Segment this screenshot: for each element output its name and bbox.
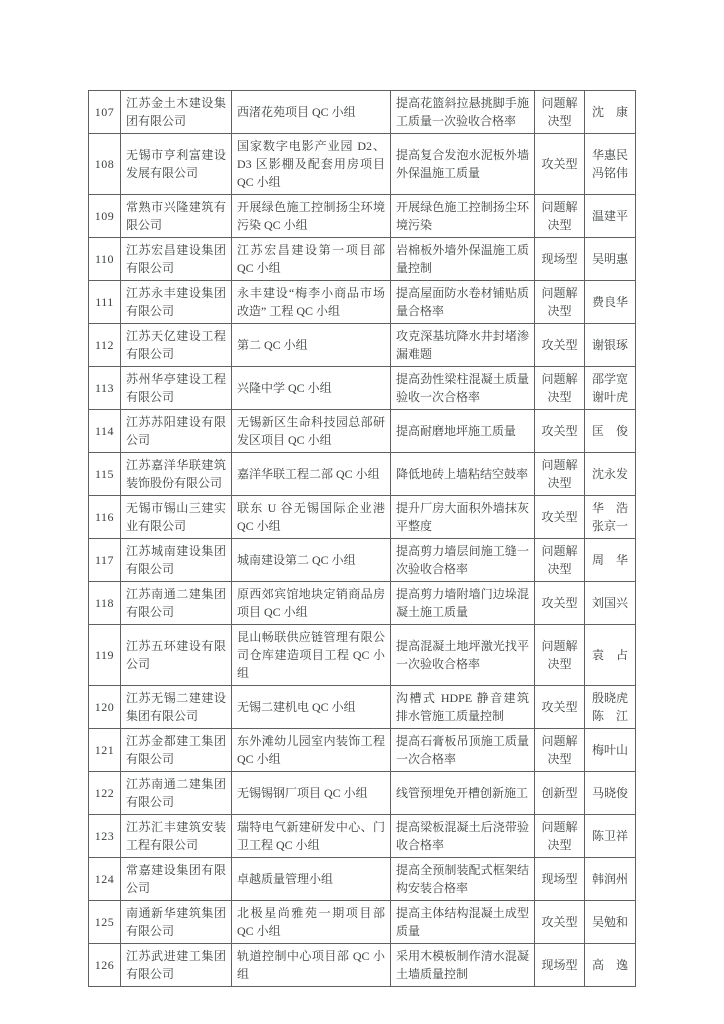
qc-group-name-cell: 嘉洋华联工程二部 QC 小组 (232, 453, 391, 496)
achievement-topic-cell: 开展绿色施工控制扬尘环境污染 (391, 195, 535, 238)
result-type-cell: 问题解决型 (535, 367, 585, 410)
table-row (89, 496, 636, 539)
company-name-cell: 江苏汇丰建筑安装工程有限公司 (121, 815, 232, 858)
member-names-cell: 梅叶山 (585, 729, 636, 772)
achievement-topic-cell: 提高主体结构混凝土成型质量 (391, 901, 535, 944)
table-row (89, 238, 636, 281)
table-row (89, 625, 636, 686)
result-type-cell: 问题解决型 (535, 453, 585, 496)
table-row (89, 539, 636, 582)
achievement-topic-cell: 提高耐磨地坪施工质量 (391, 410, 535, 453)
result-type-cell: 现场型 (535, 238, 585, 281)
qc-group-name-cell: 永丰建设“梅李小商品市场改造” 工程 QC 小组 (232, 281, 391, 324)
company-name-cell: 江苏宏昌建设集团有限公司 (121, 238, 232, 281)
achievement-topic-cell: 提高石膏板吊顶施工质量一次合格率 (391, 729, 535, 772)
row-number-cell: 118 (89, 582, 121, 625)
qc-group-name-cell: 瑞特电气新建研发中心、门卫工程 QC 小组 (232, 815, 391, 858)
result-type-cell: 问题解决型 (535, 91, 585, 134)
row-number-cell: 110 (89, 238, 121, 281)
company-name-cell: 常嘉建设集团有限公司 (121, 858, 232, 901)
achievement-topic-cell: 提高剪力墙层间施工缝一次验收合格率 (391, 539, 535, 582)
qc-group-name-cell: 东外滩幼儿园室内装饰工程 QC 小组 (232, 729, 391, 772)
row-number-cell: 123 (89, 815, 121, 858)
table-row (89, 91, 636, 134)
qc-group-name-cell: 北极星尚雅苑一期项目部 QC 小组 (232, 901, 391, 944)
result-type-cell: 现场型 (535, 944, 585, 987)
row-number-cell: 113 (89, 367, 121, 410)
member-names-cell: 谢银琢 (585, 324, 636, 367)
result-type-cell: 攻关型 (535, 134, 585, 195)
row-number-cell: 109 (89, 195, 121, 238)
result-type-cell: 攻关型 (535, 901, 585, 944)
result-type-cell: 创新型 (535, 772, 585, 815)
table-row (89, 324, 636, 367)
qc-table-body (89, 91, 636, 987)
row-number-cell: 124 (89, 858, 121, 901)
achievement-topic-cell: 提高劲性梁柱混凝土质量验收一次合格率 (391, 367, 535, 410)
qc-group-name-cell: 兴隆中学 QC 小组 (232, 367, 391, 410)
company-name-cell: 江苏天亿建设工程有限公司 (121, 324, 232, 367)
member-names-cell: 马晓俊 (585, 772, 636, 815)
result-type-cell: 攻关型 (535, 410, 585, 453)
qc-group-name-cell: 国家数字电影产业园 D2、D3 区影棚及配套用房项目 QC 小组 (232, 134, 391, 195)
company-name-cell: 江苏五环建设有限公司 (121, 625, 232, 686)
member-names-cell: 沈 康 (585, 91, 636, 134)
row-number-cell: 116 (89, 496, 121, 539)
member-names-cell: 刘国兴 (585, 582, 636, 625)
achievement-topic-cell: 提高梁板混凝土后浇带验收合格率 (391, 815, 535, 858)
company-name-cell: 江苏武进建工集团有限公司 (121, 944, 232, 987)
row-number-cell: 112 (89, 324, 121, 367)
row-number-cell: 111 (89, 281, 121, 324)
achievement-topic-cell: 岩棉板外墙外保温施工质量控制 (391, 238, 535, 281)
company-name-cell: 江苏无锡二建建设集团有限公司 (121, 686, 232, 729)
table-row (89, 367, 636, 410)
achievement-topic-cell: 攻克深基坑降水井封堵渗漏难题 (391, 324, 535, 367)
result-type-cell: 攻关型 (535, 582, 585, 625)
table-row (89, 729, 636, 772)
table-row (89, 944, 636, 987)
company-name-cell: 江苏金都建工集团有限公司 (121, 729, 232, 772)
row-number-cell: 108 (89, 134, 121, 195)
row-number-cell: 115 (89, 453, 121, 496)
qc-award-table-container (88, 90, 635, 987)
company-name-cell: 江苏嘉洋华联建筑装饰股份有限公司 (121, 453, 232, 496)
company-name-cell: 江苏金土木建设集团有限公司 (121, 91, 232, 134)
table-row (89, 815, 636, 858)
result-type-cell: 问题解决型 (535, 815, 585, 858)
qc-group-name-cell: 无锡二建机电 QC 小组 (232, 686, 391, 729)
member-names-cell: 袁 占 (585, 625, 636, 686)
table-row (89, 281, 636, 324)
row-number-cell: 114 (89, 410, 121, 453)
achievement-topic-cell: 降低地砖上墙粘结空鼓率 (391, 453, 535, 496)
company-name-cell: 江苏南通二建集团有限公司 (121, 772, 232, 815)
member-names-cell: 韩润州 (585, 858, 636, 901)
achievement-topic-cell: 提高复合发泡水泥板外墙外保温施工质量 (391, 134, 535, 195)
company-name-cell: 南通新华建筑集团有限公司 (121, 901, 232, 944)
company-name-cell: 无锡市锡山三建实业有限公司 (121, 496, 232, 539)
qc-group-name-cell: 轨道控制中心项目部 QC 小组 (232, 944, 391, 987)
qc-group-name-cell: 无锡新区生命科技园总部研发区项目 QC 小组 (232, 410, 391, 453)
qc-group-name-cell: 城南建设第二 QC 小组 (232, 539, 391, 582)
company-name-cell: 江苏南通二建集团有限公司 (121, 582, 232, 625)
qc-group-name-cell: 第二 QC 小组 (232, 324, 391, 367)
achievement-topic-cell: 提升厂房大面积外墙抹灰平整度 (391, 496, 535, 539)
table-row (89, 582, 636, 625)
result-type-cell: 攻关型 (535, 686, 585, 729)
qc-group-name-cell: 开展绿色施工控制扬尘环境污染 QC 小组 (232, 195, 391, 238)
member-names-cell: 吴明惠 (585, 238, 636, 281)
qc-award-table (88, 90, 636, 987)
company-name-cell: 江苏永丰建设集团有限公司 (121, 281, 232, 324)
qc-group-name-cell: 原西郊宾馆地块定销商品房项目 QC 小组 (232, 582, 391, 625)
table-row (89, 686, 636, 729)
company-name-cell: 江苏城南建设集团有限公司 (121, 539, 232, 582)
achievement-topic-cell: 提高屋面防水卷材铺贴质量合格率 (391, 281, 535, 324)
company-name-cell: 无锡市亨利富建设发展有限公司 (121, 134, 232, 195)
table-row (89, 410, 636, 453)
company-name-cell: 苏州华亭建设工程有限公司 (121, 367, 232, 410)
member-names-cell: 殷晓虎 陈 江 (585, 686, 636, 729)
member-names-cell: 沈永发 (585, 453, 636, 496)
result-type-cell: 现场型 (535, 858, 585, 901)
result-type-cell: 问题解决型 (535, 625, 585, 686)
achievement-topic-cell: 提高花篮斜拉悬挑脚手施工质量一次验收合格率 (391, 91, 535, 134)
table-row (89, 453, 636, 496)
row-number-cell: 119 (89, 625, 121, 686)
qc-group-name-cell: 无锡锡钢厂项目 QC 小组 (232, 772, 391, 815)
table-row (89, 901, 636, 944)
achievement-topic-cell: 线管预埋免开槽创新施工 (391, 772, 535, 815)
row-number-cell: 122 (89, 772, 121, 815)
qc-group-name-cell: 江苏宏昌建设第一项目部 QC 小组 (232, 238, 391, 281)
member-names-cell: 陈卫祥 (585, 815, 636, 858)
member-names-cell: 周 华 (585, 539, 636, 582)
member-names-cell: 华惠民 冯铭伟 (585, 134, 636, 195)
member-names-cell: 高 逸 (585, 944, 636, 987)
member-names-cell: 邵学宽 谢叶虎 (585, 367, 636, 410)
result-type-cell: 问题解决型 (535, 195, 585, 238)
qc-group-name-cell: 联东 U 谷无锡国际企业港 QC 小组 (232, 496, 391, 539)
result-type-cell: 问题解决型 (535, 539, 585, 582)
company-name-cell: 江苏苏阳建设有限公司 (121, 410, 232, 453)
row-number-cell: 121 (89, 729, 121, 772)
qc-group-name-cell: 卓越质量管理小组 (232, 858, 391, 901)
qc-group-name-cell: 西渚花苑项目 QC 小组 (232, 91, 391, 134)
result-type-cell: 攻关型 (535, 324, 585, 367)
achievement-topic-cell: 提高混凝土地坪激光找平一次验收合格率 (391, 625, 535, 686)
achievement-topic-cell: 沟槽式 HDPE 静音建筑排水管施工质量控制 (391, 686, 535, 729)
qc-group-name-cell: 昆山畅联供应链管理有限公司仓库建造项目工程 QC 小组 (232, 625, 391, 686)
achievement-topic-cell: 提高全预制装配式框架结构安装合格率 (391, 858, 535, 901)
row-number-cell: 126 (89, 944, 121, 987)
row-number-cell: 125 (89, 901, 121, 944)
member-names-cell: 吴勉和 (585, 901, 636, 944)
table-row (89, 134, 636, 195)
result-type-cell: 攻关型 (535, 496, 585, 539)
member-names-cell: 华 浩 张京一 (585, 496, 636, 539)
result-type-cell: 问题解决型 (535, 729, 585, 772)
member-names-cell: 费良华 (585, 281, 636, 324)
table-row (89, 195, 636, 238)
row-number-cell: 120 (89, 686, 121, 729)
row-number-cell: 117 (89, 539, 121, 582)
achievement-topic-cell: 采用木模板制作清水混凝土墙质量控制 (391, 944, 535, 987)
result-type-cell: 问题解决型 (535, 281, 585, 324)
member-names-cell: 温建平 (585, 195, 636, 238)
table-row (89, 858, 636, 901)
row-number-cell: 107 (89, 91, 121, 134)
achievement-topic-cell: 提高剪力墙附墙门边垛混凝土施工质量 (391, 582, 535, 625)
company-name-cell: 常熟市兴隆建筑有限公司 (121, 195, 232, 238)
member-names-cell: 匡 俊 (585, 410, 636, 453)
table-row (89, 772, 636, 815)
